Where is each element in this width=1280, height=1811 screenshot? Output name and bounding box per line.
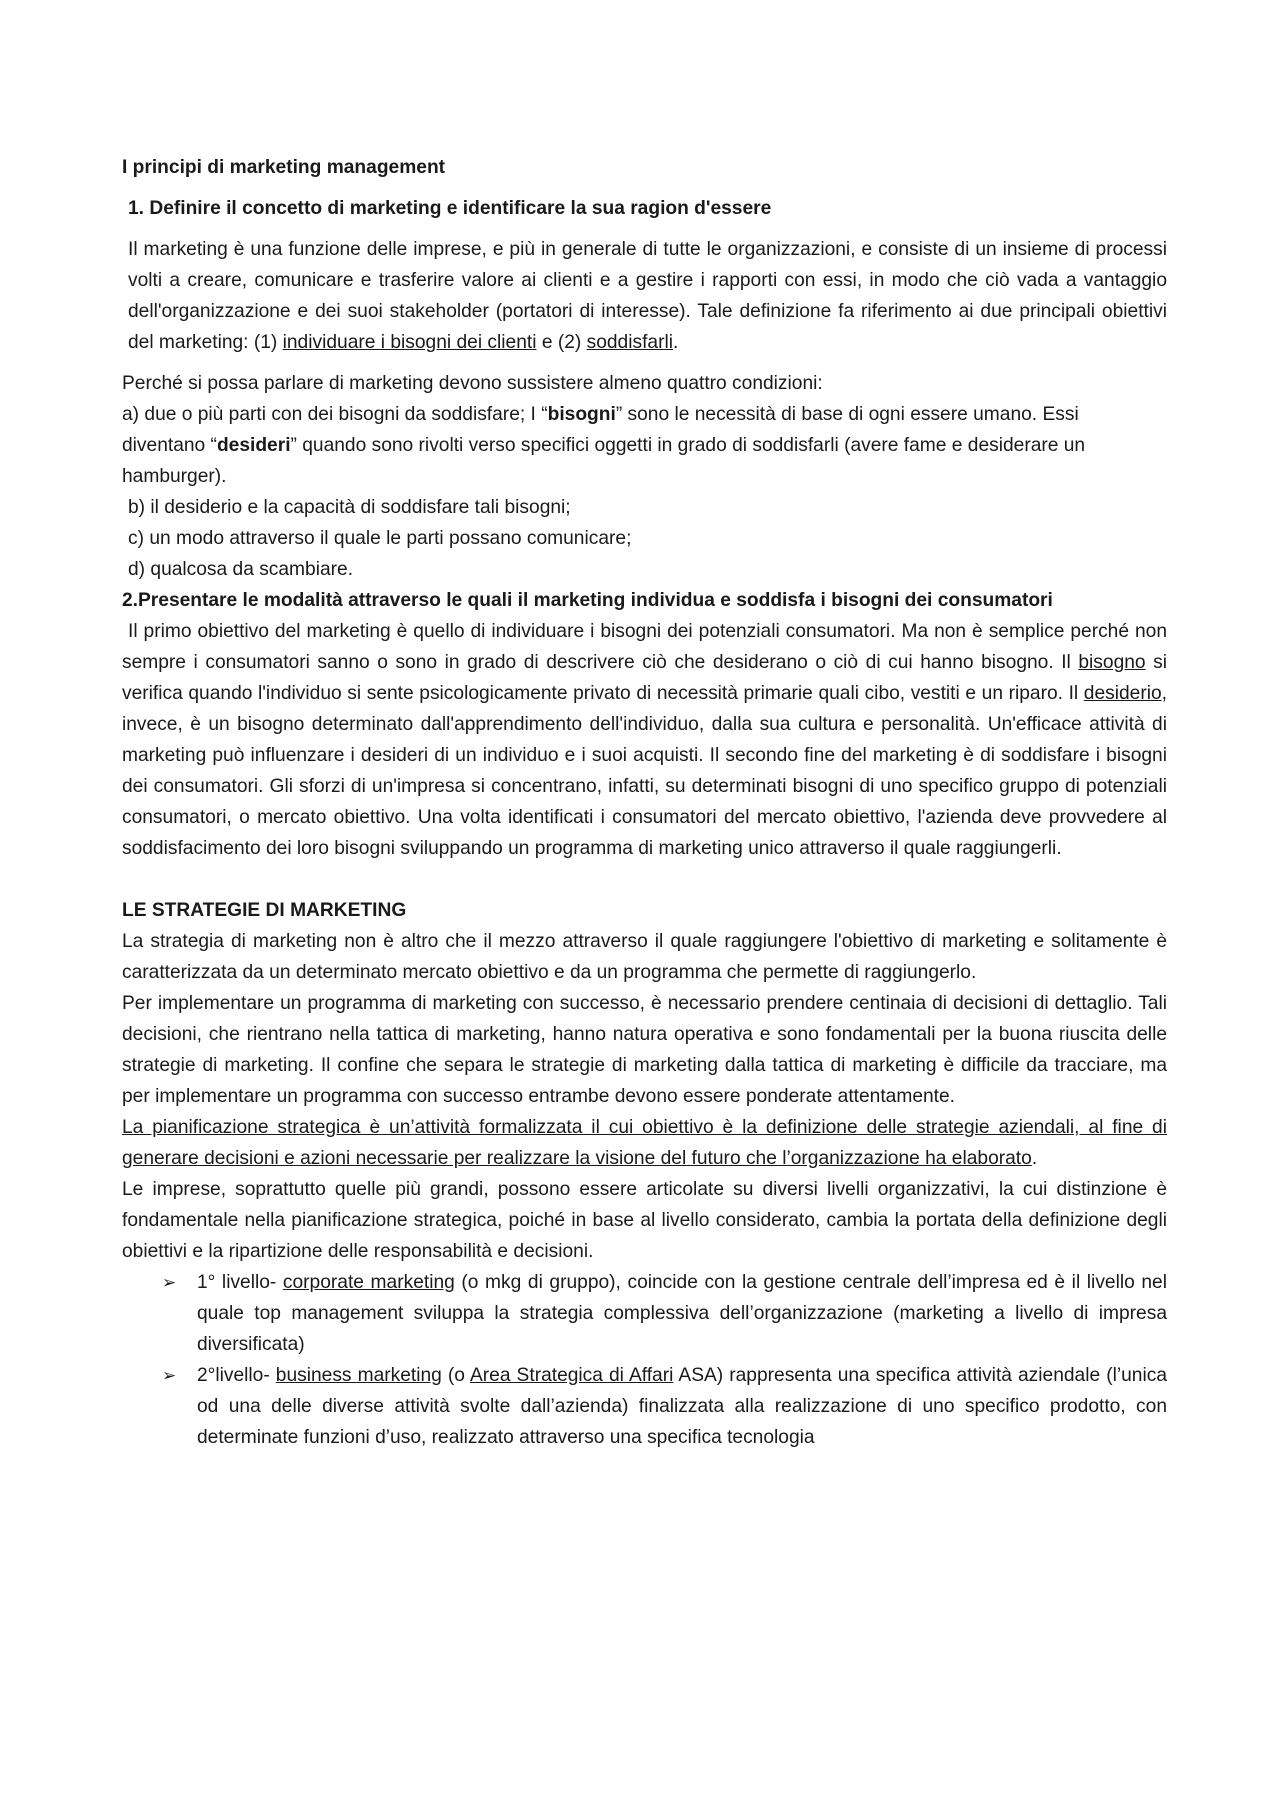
section-2-heading: 2.Presentare le modalità attraverso le quali il marketing individua e soddisfa i bisogni dei consumatori <box>122 590 1053 611</box>
document-title: I principi di marketing management <box>122 157 446 178</box>
condition-a: a) due o più parti con dei bisogni da soddisfare; I “bisogni” sono le necessità di base di ogni essere umano. Essi diventano “desideri” quando sono rivolti verso specifici oggetti in grado di soddisfarli (avere fame e desiderare un hamburger). <box>122 404 1086 487</box>
underline-corporate-marketing: corporate marketing <box>282 1272 455 1293</box>
section-3-paragraph-3: La pianificazione strategica è un’attività formalizzata il cui obiettivo è la definizione delle strategie aziendali, al fine di generare decisioni e azioni necessarie per realizzare la visione del futuro che l’organizzazione ha elaborato. <box>122 1117 1167 1169</box>
list-item-level-2: ➢ 2°livello- business marketing (o Area Strategica di Affari ASA) rappresenta una specifica attività aziendale (l’unica od una delle diverse attività svolte dall’azienda) finalizzata alla realizzazione di uno specifico prodotto, con determinate funzioni d’uso, realizzato attraverso una specifica tecnologia <box>122 1360 1167 1453</box>
section-3-paragraph-2: Per implementare un programma di marketing con successo, è necessario prendere centinaia di decisioni di dettaglio. Tali decisioni, che rientrano nella tattica di marketing, hanno natura operativa e sono fondamentali per la buona riuscita delle strategie di marketing. Il confine che separa le strategie di marketing dalla tattica di marketing è difficile da tracciare, ma per implementare un programma con successo entrambe devono essere ponderate attentamente. <box>122 993 1167 1107</box>
document-page <box>122 152 1167 1453</box>
underline-asa: Area Strategica di Affari <box>469 1365 674 1386</box>
section-1-heading <box>128 193 1167 224</box>
section-3-paragraph-1: La strategia di marketing non è altro che il mezzo attraverso il quale raggiungere l'obiettivo di marketing e solitamente è caratterizzata da un determinato mercato obiettivo e da un programma che permette di raggiungerlo. <box>122 931 1167 983</box>
section-1-paragraph-definition: Il marketing è una funzione delle imprese, e più in generale di tutte le organizzazioni, e consiste di un insieme di processi volti a creare, comunicare e trasferire valore ai clienti e a gestire i rapporti con essi, in modo che ciò vada a vantaggio dell'organizzazione e dei suoi stakeholder (portatori di interesse). Tale definizione fa riferimento ai due principali obiettivi del marketing: (1) individuare i bisogni dei clienti e (2) soddisfarli. <box>128 239 1167 353</box>
section-2-paragraph: Il primo obiettivo del marketing è quello di individuare i bisogni dei potenziali consumatori. Ma non è semplice perché non sempre i consumatori sanno o sono in grado di descrivere ciò che desiderano o ciò di cui hanno bisogno. Il bisogno si verifica quando l'individuo si sente psicologicamente privato di necessità primarie quali cibo, vestiti e un riparo. Il desiderio, invece, è un bisogno determinato dall'apprendimento dell'individuo, dalla sua cultura e personalità. Un'efficace attività di marketing può influenzare i desideri di un individuo e i suoi acquisti. Il secondo fine del marketing è di soddisfare i bisogni dei consumatori. Gli sforzi di un'impresa si concentrano, infatti, su determinati bisogni di uno specifico gruppo di potenziali consumatori, o mercato obiettivo. Una volta identificati i consumatori del mercato obiettivo, l'azienda deve provvedere al soddisfacimento dei loro bisogni sviluppando un programma di marketing unico attraverso il quale raggiungerli. <box>122 621 1168 859</box>
underline-bisogno: bisogno <box>1078 652 1146 673</box>
section-1-heading-number: 1 <box>128 198 139 219</box>
section-3-heading: LE STRATEGIE DI MARKETING <box>122 900 407 921</box>
condition-c: c) un modo attraverso il quale le parti possano comunicare; <box>128 528 632 549</box>
underline-desiderio: desiderio <box>1083 683 1162 704</box>
levels-list <box>122 1267 1167 1453</box>
underline-business-marketing: business marketing <box>275 1365 442 1386</box>
term-desideri: desideri <box>216 435 291 456</box>
arrow-bullet-icon: ➢ <box>162 1366 177 1385</box>
condition-b: b) il desiderio e la capacità di soddisfare tali bisogni; <box>128 497 571 518</box>
underline-pianificazione: La pianificazione strategica è un’attività formalizzata il cui obiettivo è la definizione delle strategie aziendali, al fine di generare decisioni e azioni necessarie per realizzare la visione del futuro che l’organizzazione ha elaborato <box>122 1117 1167 1169</box>
section-3-paragraph-4: Le imprese, soprattutto quelle più grandi, possono essere articolate su diversi livelli organizzativi, la cui distinzione è fondamentale nella pianificazione strategica, poiché in base al livello considerato, cambia la portata della definizione degli obiettivi e la ripartizione delle responsabilità e decisioni. <box>122 1179 1167 1262</box>
condition-d: d) qualcosa da scambiare. <box>128 559 354 580</box>
section-1-heading-text: . Definire il concetto di marketing e identificare la sua ragion d'essere <box>138 198 772 219</box>
list-item-level-1: ➢ 1° livello- corporate marketing (o mkg di gruppo), coincide con la gestione centrale dell’impresa ed è il livello nel quale top management sviluppa la strategia complessiva dell’organizzazione (marketing a livello di impresa diversificata) <box>122 1267 1167 1360</box>
underline-individuare: individuare i bisogni dei clienti <box>282 332 537 353</box>
arrow-bullet-icon: ➢ <box>162 1273 177 1292</box>
underline-soddisfarli: soddisfarli <box>586 332 673 353</box>
term-bisogni: bisogni <box>547 404 616 425</box>
conditions-intro: Perché si possa parlare di marketing devono sussistere almeno quattro condizioni: <box>122 373 823 394</box>
